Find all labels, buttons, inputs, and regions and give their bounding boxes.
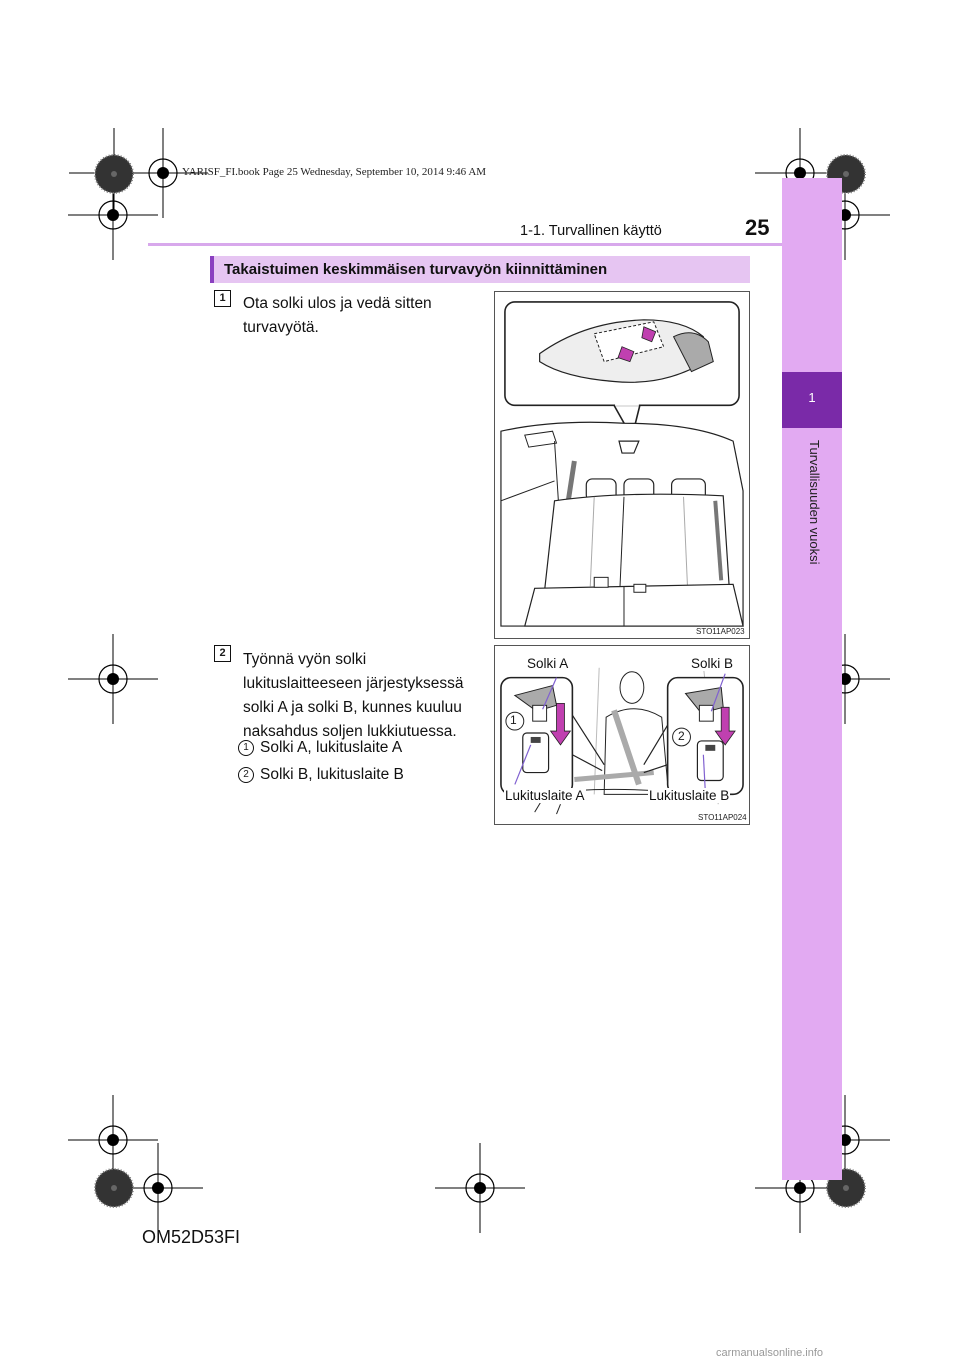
figure-marker-2: 2 — [678, 729, 685, 743]
label-buckle-a: Solki A — [527, 656, 569, 671]
figure-rear-seat-belt — [494, 291, 750, 639]
page-title: Takaistuimen keskimmäisen turvavyön kiinnittäminen — [224, 261, 608, 278]
label-buckle-b: Solki B — [691, 656, 734, 671]
registration-mark — [435, 1143, 525, 1233]
figure-marker-1: 1 — [510, 713, 517, 727]
chapter-title: Turvallisuuden vuoksi — [807, 440, 822, 565]
section-header: 1-1. Turvallinen käyttö — [520, 223, 662, 239]
step-number: 1 — [214, 290, 231, 307]
watermark: carmanualsonline.info — [716, 1347, 824, 1359]
sub-item-text: Solki A, lukituslaite A — [260, 739, 403, 756]
step-number: 2 — [214, 645, 231, 662]
header-rule — [148, 243, 782, 246]
figure-code: STO11AP023 — [696, 627, 745, 636]
sub-item-marker: 1 — [238, 740, 254, 756]
chapter-number: 1 — [808, 390, 816, 405]
star-target-mark — [94, 1168, 134, 1208]
registration-mark — [68, 634, 158, 724]
manual-code: OM52D53FI — [142, 1227, 241, 1247]
sub-item-marker: 2 — [238, 767, 254, 783]
page-number: 25 — [745, 215, 770, 240]
step-text: Työnnä vyön solki lukituslaitteeseen järjestyksessä solki A ja solki B, kunnes kuuluu naksahdus soljen lukkiutuessa. — [243, 651, 464, 740]
print-info: YARISF_FI.book Page 25 Wednesday, September 10, 2014 9:46 AM — [182, 166, 487, 178]
label-lock-a: Lukituslaite A — [505, 788, 585, 803]
star-target-mark — [94, 154, 134, 194]
figure-code: STO11AP024 — [698, 813, 747, 822]
sub-item-text: Solki B, lukituslaite B — [260, 766, 404, 783]
chapter-tab — [782, 178, 842, 1180]
step-text: Ota solki ulos ja vedä sitten turvavyötä. — [243, 295, 432, 336]
label-lock-b: Lukituslaite B — [649, 788, 730, 803]
